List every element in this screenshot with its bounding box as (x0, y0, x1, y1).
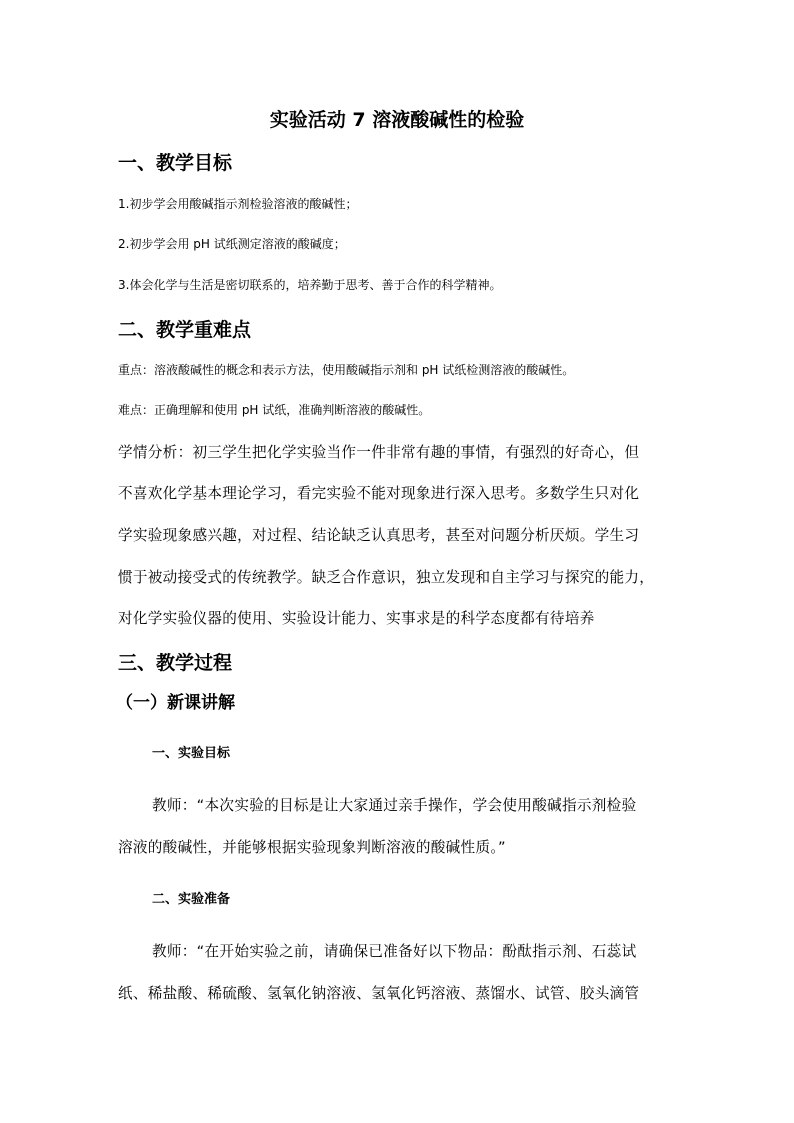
analysis-line-4: 惯于被动接受式的传统教学。缺乏合作意识，独立发现和自主学习与探究的能力， (118, 569, 655, 586)
objective-item-1: 1.初步学会用酸碱指示剂检验溶液的酸碱性； (118, 197, 358, 211)
document-title: 实验活动 7 溶液酸碱性的检验 (269, 109, 525, 131)
part1-line-2: 溶液的酸碱性，并能够根据实验现象判断溶液的酸碱性质。” (118, 839, 506, 856)
part2-heading: 二、实验准备 (152, 892, 231, 907)
objective-item-3: 3.体会化学与生活是密切联系的，培养勤于思考、善于合作的科学精神。 (118, 278, 502, 292)
section3-heading: 三、教学过程 (118, 652, 233, 674)
analysis-line-1: 学情分析：初三学生把化学实验当作一件非常有趣的事情，有强烈的好奇心，但 (118, 444, 640, 461)
section1-heading: 一、教学目标 (118, 152, 233, 174)
objective-item-2: 2.初步学会用 pH 试纸测定溶液的酸碱度； (118, 237, 346, 251)
analysis-line-5: 对化学实验仪器的使用、实验设计能力、实事求是的科学态度都有待培养 (118, 610, 595, 627)
section3-subheading: （一）新课讲解 (116, 693, 235, 713)
difficulties: 难点：正确理解和使用 pH 试纸，准确判断溶液的酸碱性。 (118, 403, 431, 417)
analysis-line-3: 学实验现象感兴趣，对过程、结论缺乏认真思考，甚至对问题分析厌烦。学生习 (118, 527, 640, 544)
section2-heading: 二、教学重难点 (118, 319, 252, 341)
part1-heading: 一、实验目标 (152, 746, 231, 761)
key-points: 重点：溶液酸碱性的概念和表示方法，使用酸碱指示剂和 pH 试纸检测溶液的酸碱性。 (118, 363, 575, 377)
part2-line-2: 纸、稀盐酸、稀硫酸、氢氧化钠溶液、氢氧化钙溶液、蒸馏水、试管、胶头滴管 (118, 985, 640, 1002)
part1-line-1: 教师：“本次实验的目标是让大家通过亲手操作，学会使用酸碱指示剂检验 (152, 797, 637, 814)
part2-line-1: 教师：“在开始实验之前，请确保已准备好以下物品：酚酞指示剂、石蕊试 (152, 943, 637, 960)
analysis-line-2: 不喜欢化学基本理论学习，看完实验不能对现象进行深入思考。多数学生只对化 (118, 485, 640, 502)
